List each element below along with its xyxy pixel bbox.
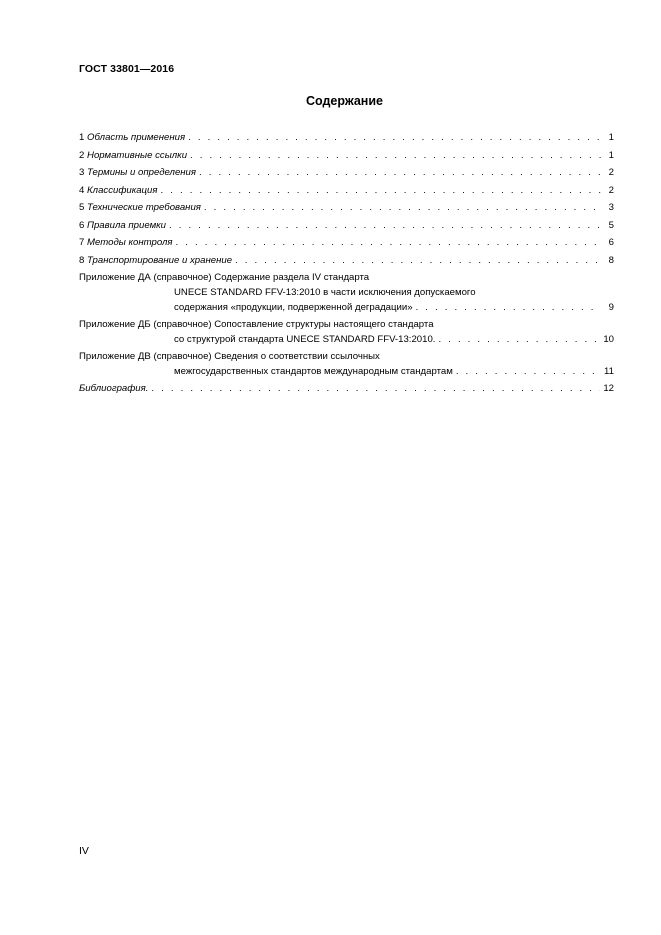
- toc-entry-number: 5: [79, 202, 85, 213]
- toc-entry-title: Классификация: [87, 184, 158, 196]
- toc-entry-number: 1: [79, 132, 85, 143]
- toc-entry-page: 2: [608, 167, 614, 178]
- toc-entry-page: 11: [604, 366, 614, 377]
- appendix-heading: Приложение ДБ (справочное) Сопоставление структуры настоящего стандарта: [79, 319, 434, 330]
- appendix-title-line: UNECE STANDARD FFV-13:2010 в части исключения допускаемого: [174, 287, 476, 298]
- toc-entry-page: 12: [603, 383, 614, 394]
- toc-appendix-da[interactable]: [79, 270, 614, 315]
- toc-entry[interactable]: [79, 253, 614, 269]
- toc-entry-page: 8: [608, 254, 614, 266]
- appendix-heading: Приложение ДА (справочное) Содержание раздела IV стандарта: [79, 272, 370, 283]
- toc-entry-number: 7: [79, 237, 85, 248]
- toc-entry-page: 9: [608, 302, 614, 313]
- leader-dots: [161, 183, 601, 198]
- toc-entry-page: 5: [608, 219, 614, 231]
- table-of-contents: [79, 130, 614, 399]
- toc-entry[interactable]: [79, 235, 614, 251]
- toc-appendix-db[interactable]: [79, 317, 614, 347]
- leader-dots: [169, 218, 601, 233]
- toc-entry[interactable]: [79, 148, 614, 164]
- leader-dots: [176, 235, 601, 250]
- toc-entry-page: 1: [608, 132, 614, 143]
- toc-entry-title: Нормативные ссылки: [87, 149, 188, 161]
- appendix-title-line: содержания «продукции, подверженной деградации»: [174, 302, 413, 313]
- toc-entry-title: Библиография.: [79, 383, 149, 394]
- leader-dots: [235, 253, 601, 268]
- toc-entry-number: 8: [79, 254, 85, 266]
- leader-dots: [151, 381, 600, 396]
- leader-dots: [438, 332, 600, 347]
- toc-entry[interactable]: [79, 183, 614, 199]
- appendix-heading: Приложение ДВ (справочное) Сведения о соответствии ссылочных: [79, 351, 380, 362]
- toc-bibliography[interactable]: [79, 381, 614, 397]
- leader-dots: [204, 200, 601, 215]
- toc-entry-title: Правила приемки: [87, 219, 167, 231]
- toc-entry-title: Технические требования: [87, 202, 201, 213]
- toc-entry-title: Термины и определения: [87, 167, 197, 178]
- toc-entry-page: 3: [608, 202, 614, 213]
- toc-entry-number: 4: [79, 184, 85, 196]
- leader-dots: [188, 130, 601, 145]
- toc-entry[interactable]: [79, 218, 614, 234]
- page-title: Содержание: [305, 94, 383, 108]
- leader-dots: [199, 165, 601, 180]
- toc-entry-title: Область применения: [87, 132, 186, 143]
- toc-entry-title: Транспортирование и хранение: [87, 254, 233, 266]
- toc-entry[interactable]: [79, 165, 614, 181]
- appendix-title-line: со структурой стандарта UNECE STANDARD FFV-13:2010.: [174, 334, 436, 345]
- page-number: IV: [79, 845, 89, 857]
- toc-appendix-dv[interactable]: [79, 349, 614, 379]
- leader-dots: [190, 148, 601, 163]
- toc-entry-number: 3: [79, 167, 85, 178]
- toc-entry-number: 6: [79, 219, 85, 231]
- toc-entry-page: 1: [608, 149, 614, 161]
- document-code: ГОСТ 33801—2016: [79, 63, 175, 75]
- toc-entry-number: 2: [79, 149, 85, 161]
- toc-entry[interactable]: [79, 130, 614, 146]
- toc-entry-page: 6: [608, 237, 614, 248]
- leader-dots: [416, 300, 601, 315]
- toc-entry-page: 2: [608, 184, 614, 196]
- leader-dots: [456, 364, 601, 379]
- appendix-title-line: межгосударственных стандартов международным стандартам: [174, 366, 453, 377]
- toc-entry-page: 10: [603, 334, 614, 345]
- toc-entry-title: Методы контроля: [87, 237, 173, 248]
- toc-entry[interactable]: [79, 200, 614, 216]
